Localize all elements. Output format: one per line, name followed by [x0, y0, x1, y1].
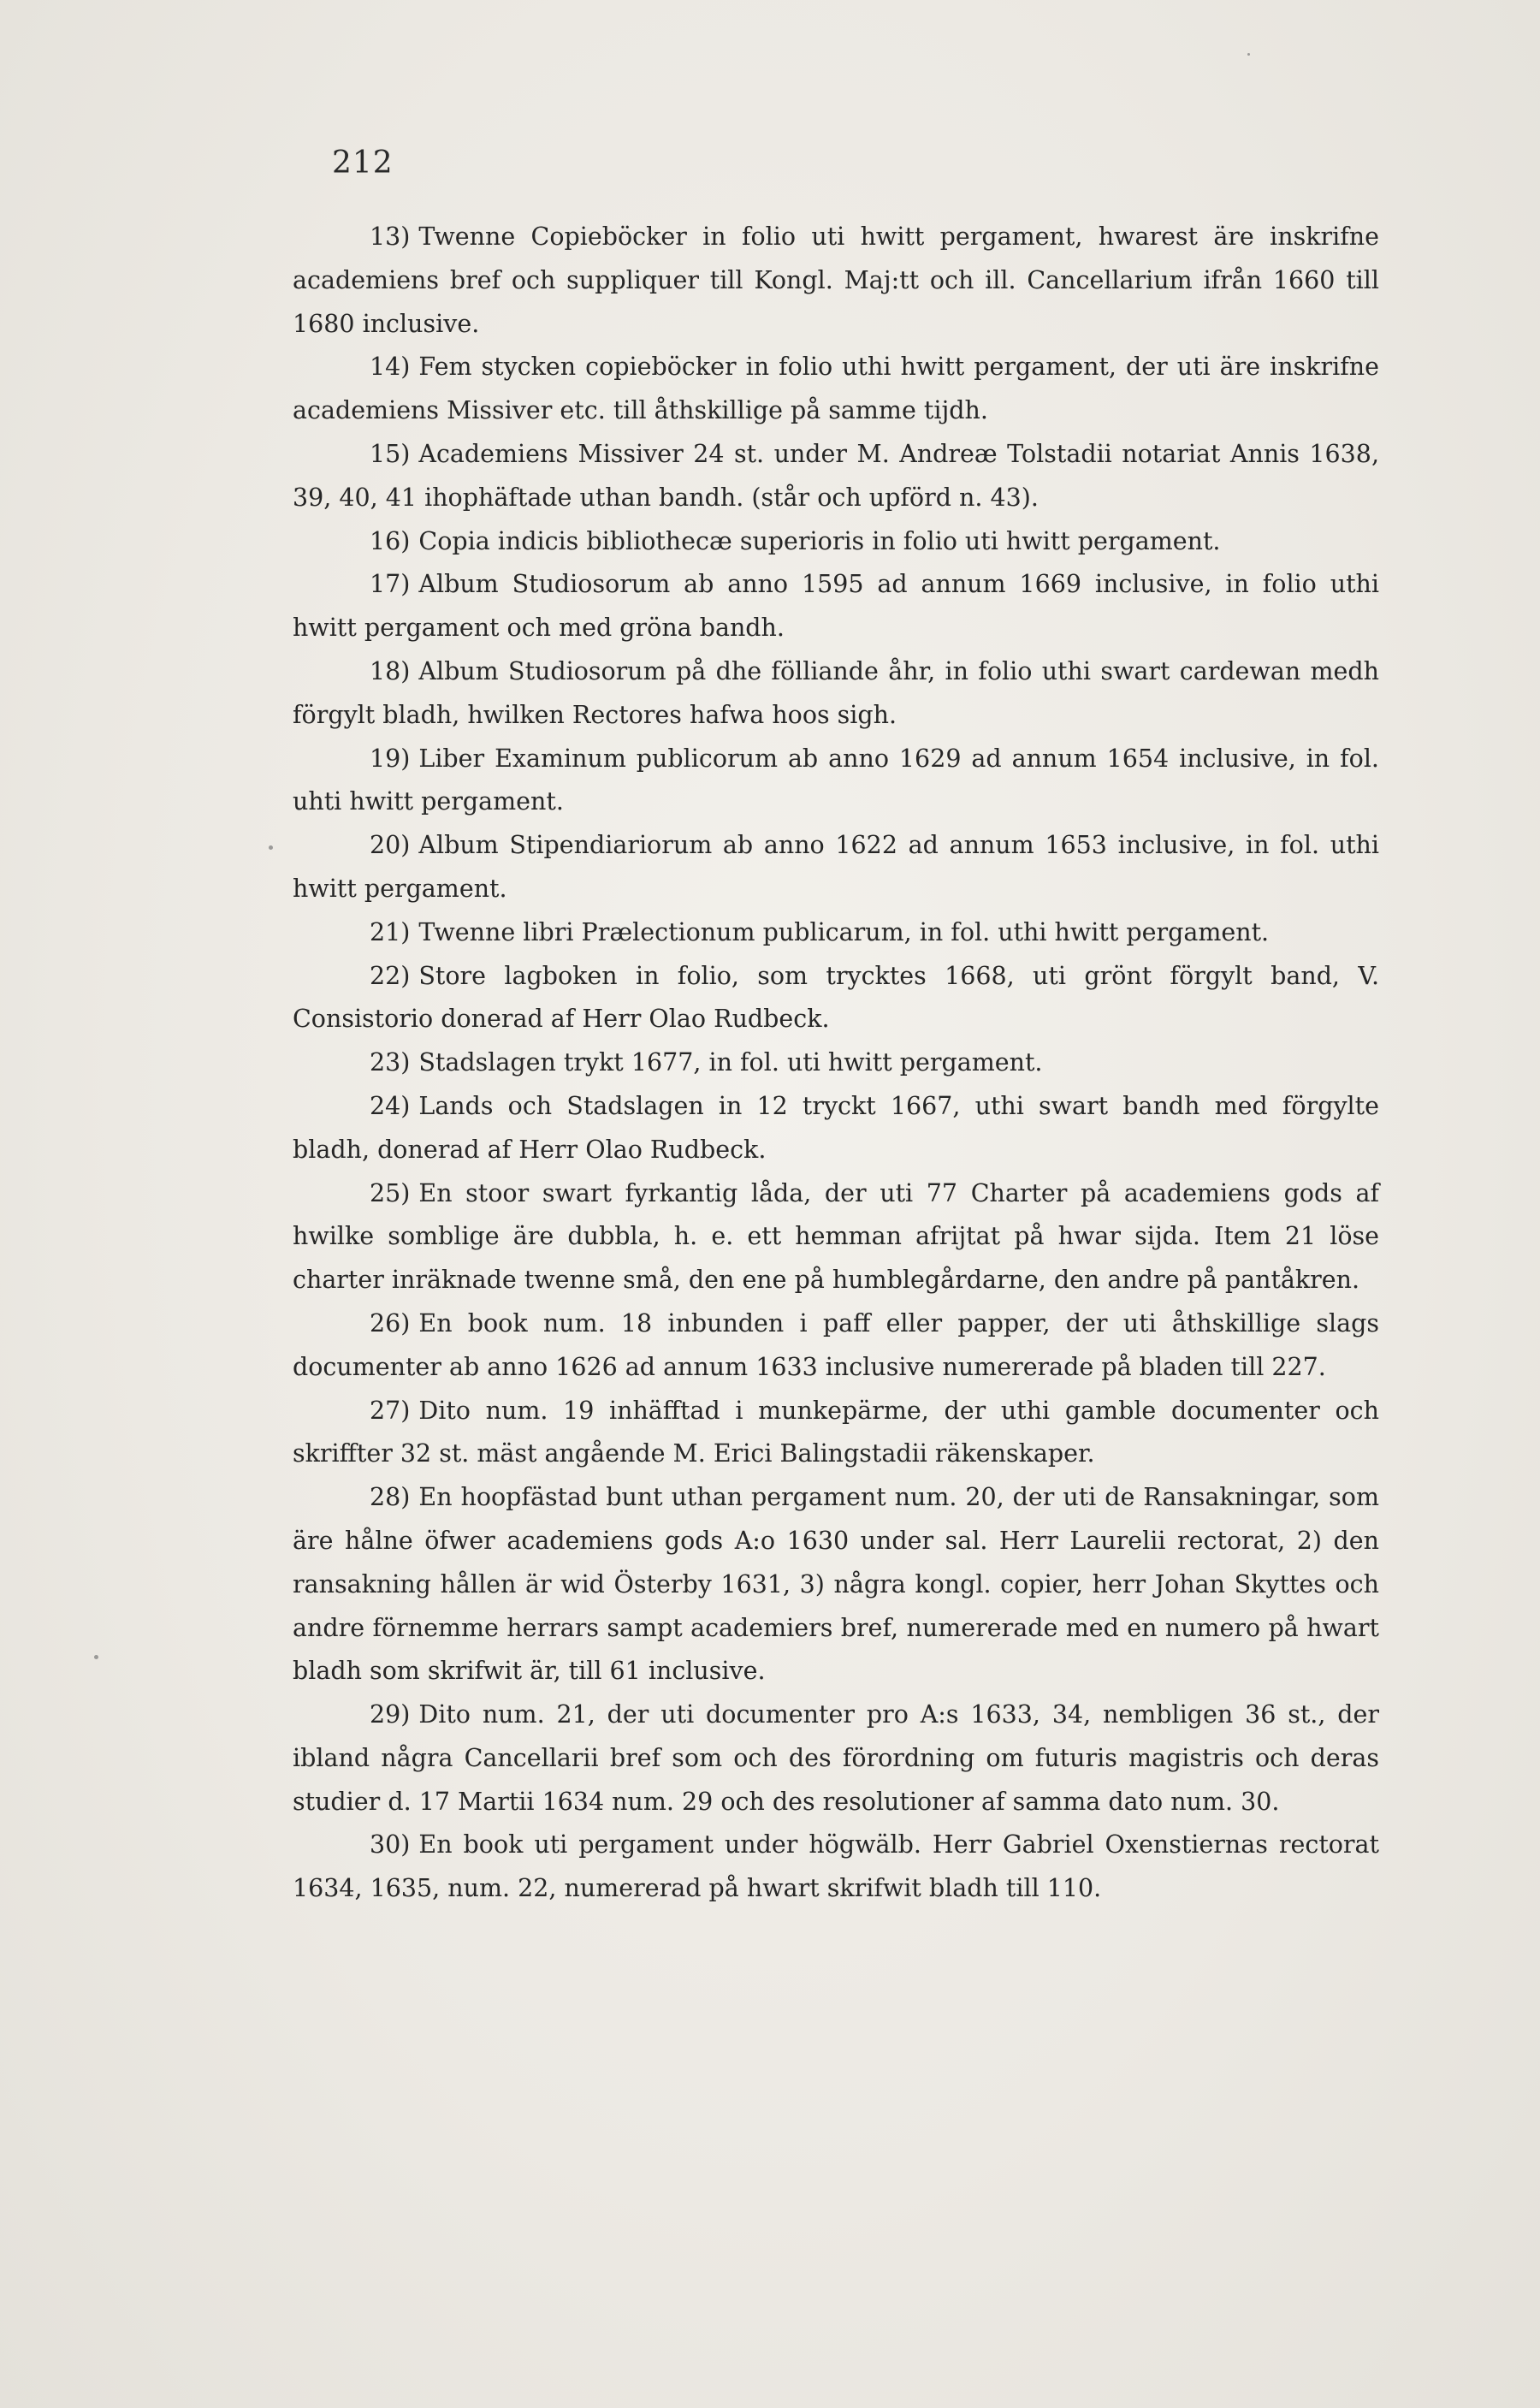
item-text: Academiens Missiver 24 st. under M. Andreæ Tolstadii notariat Annis 1638, 39, 40, 41 ihophäftade uthan bandh. (står och upförd n. 43).	[293, 439, 1379, 512]
item-text: Album Studiosorum ab anno 1595 ad annum 1669 inclusive, in folio uthi hwitt pergament och med gröna bandh.	[293, 570, 1379, 643]
item-number: 17)	[370, 570, 411, 599]
item-text: Fem stycken copieböcker in folio uthi hwitt pergament, der uti äre inskrifne academiens Missiver etc. till åthskillige på samme tijdh.	[293, 353, 1379, 425]
item-text: Album Studiosorum på dhe fölliande åhr, in folio uthi swart cardewan medh förgylt bladh, hwilken Rectores hafwa hoos sigh.	[293, 656, 1379, 729]
list-item	[293, 1476, 1379, 1693]
list-item	[293, 650, 1379, 738]
list-item	[293, 563, 1379, 650]
list-item	[293, 955, 1379, 1042]
list-item	[293, 911, 1379, 955]
item-number: 23)	[370, 1048, 411, 1077]
item-text: Dito num. 19 inhäfftad i munkepärme, der uthi gamble documenter och skriffter 32 st. mäst angående M. Erici Balingstadii räkenskaper.	[293, 1396, 1379, 1468]
item-number: 27)	[370, 1396, 411, 1425]
item-number: 28)	[370, 1483, 411, 1512]
list-item	[293, 824, 1379, 911]
item-number: 16)	[370, 526, 411, 555]
item-text: Copia indicis bibliothecæ superioris in folio uti hwitt pergament.	[418, 526, 1221, 555]
item-number: 22)	[370, 961, 411, 990]
list-item	[293, 1390, 1379, 1477]
inventory-list	[293, 216, 1379, 1911]
item-number: 13)	[370, 222, 411, 251]
item-number: 24)	[370, 1091, 411, 1120]
list-item	[293, 738, 1379, 825]
paper-speck	[269, 845, 273, 850]
item-text: En stoor swart fyrkantig låda, der uti 77 Charter på academiens gods af hwilke somblige äre dubbla, h. e. ett hemman afrijtat på hwar sijda. Item 21 löse charter inräknade twenne små, den ene på humblegårdarne, den andre på pantåkren.	[293, 1178, 1379, 1295]
item-text: Twenne Copieböcker in folio uti hwitt pergament, hwarest äre inskrifne academiens bref och suppliquer till Kongl. Maj:tt och ill. Cancellarium ifrån 1660 till 1680 inclusive.	[293, 222, 1379, 338]
item-number: 15)	[370, 439, 411, 468]
item-number: 18)	[370, 656, 411, 685]
item-number: 30)	[370, 1830, 411, 1859]
item-text: Liber Examinum publicorum ab anno 1629 ad annum 1654 inclusive, in fol. uhti hwitt pergament.	[293, 744, 1379, 816]
page-number: 212	[332, 145, 394, 181]
item-text: En book num. 18 inbunden i paff eller papper, der uti åthskillige slags documenter ab anno 1626 ad annum 1633 inclusive numererade på bladen till 227.	[293, 1308, 1379, 1381]
list-item	[293, 1041, 1379, 1085]
item-number: 29)	[370, 1700, 411, 1729]
item-text: Stadslagen trykt 1677, in fol. uti hwitt pergament.	[418, 1048, 1043, 1077]
item-number: 25)	[370, 1178, 411, 1207]
item-text: Twenne libri Prælectionum publicarum, in fol. uthi hwitt pergament.	[418, 917, 1270, 946]
item-text: En hoopfästad bunt uthan pergament num. 20, der uti de Ransakningar, som äre hålne öfwer academiens gods A:o 1630 under sal. Herr Laurelii rectorat, 2) den ransakning hållen är wid Österby 1631, 3) några kongl. copier, herr Johan Skyttes och andre förnemme herrars sampt academiers bref, numererade med en numero på hwart bladh som skrifwit är, till 61 inclusive.	[293, 1483, 1379, 1686]
list-item	[293, 1693, 1379, 1824]
item-number: 19)	[370, 744, 411, 773]
list-item	[293, 433, 1379, 520]
paper-speck	[94, 1655, 98, 1659]
list-item	[293, 216, 1379, 346]
list-item	[293, 1085, 1379, 1172]
item-number: 14)	[370, 353, 411, 382]
list-item	[293, 1172, 1379, 1302]
list-item	[293, 1302, 1379, 1390]
list-item	[293, 520, 1379, 564]
list-item	[293, 346, 1379, 433]
item-text: Album Stipendiariorum ab anno 1622 ad annum 1653 inclusive, in fol. uthi hwitt pergament.	[293, 831, 1379, 903]
item-text: Dito num. 21, der uti documenter pro A:s 1633, 34, nembligen 36 st., der ibland några Cancellarii bref som och des förordning om futuris magistris och deras studier d. 17 Martii 1634 num. 29 och des resolutioner af samma dato num. 30.	[293, 1700, 1379, 1816]
paper-speck	[1247, 53, 1250, 56]
list-item	[293, 1824, 1379, 1911]
item-text: Lands och Stadslagen in 12 tryckt 1667, uthi swart bandh med förgylte bladh, donerad af Herr Olao Rudbeck.	[293, 1091, 1379, 1164]
item-number: 26)	[370, 1308, 411, 1337]
item-text: Store lagboken in folio, som trycktes 1668, uti grönt förgylt band, V. Consistorio donerad af Herr Olao Rudbeck.	[293, 961, 1379, 1034]
item-text: En book uti pergament under högwälb. Herr Gabriel Oxenstiernas rectorat 1634, 1635, num. 22, numererad på hwart skrifwit bladh till 110.	[293, 1830, 1379, 1903]
item-number: 20)	[370, 831, 411, 860]
item-number: 21)	[370, 917, 411, 946]
